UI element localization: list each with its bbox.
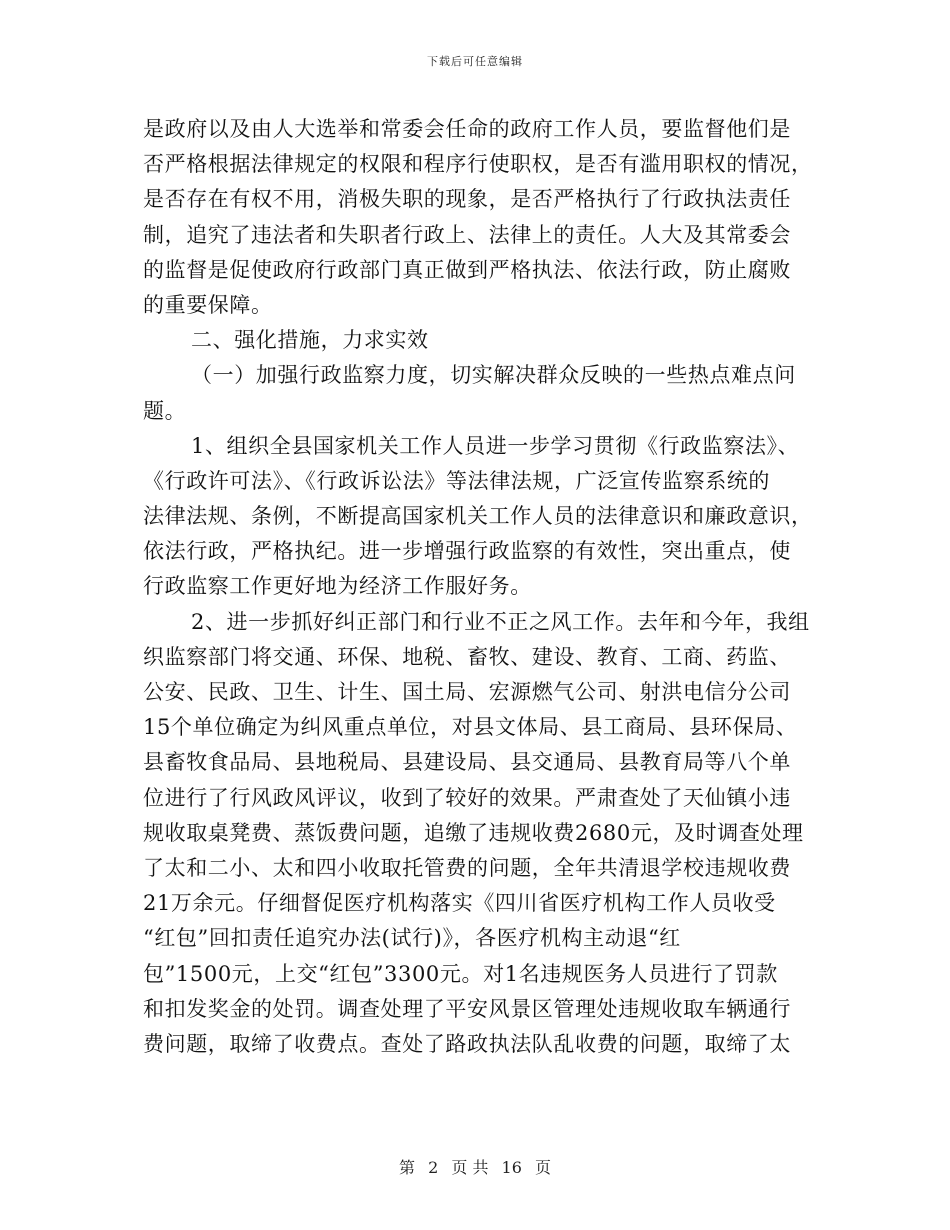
text-line: 是政府以及由人大选举和常委会任命的政府工作人员，要监督他们是 [143,117,791,141]
document-body [143,112,823,1062]
total-page-count: 16 [501,1158,522,1177]
text-line: 位进行了行风政风评议，收到了较好的效果。严肃查处了天仙镇小违 [143,785,791,810]
text-line: 县畜牧食品局、县地税局、县建设局、县交通局、县教育局等八个单 [143,750,791,775]
paragraph-start: 2、进一步抓好纠正部门和行业不正之风工作。去年和今年，我组 [191,609,810,634]
text-line: 行政监察工作更好地为经济工作服好务。 [143,574,532,599]
text-line: 依法行政，严格执纪。进一步增强行政监察的有效性，突出重点，使 [143,539,791,564]
text-line: 15个单位确定为纠风重点单位，对县文体局、县工商局、县环保局、 [143,715,798,740]
text-line: 规收取桌凳费、蒸饭费问题，追缴了违规收费2680元，及时调查处理 [143,820,804,845]
footer-prefix: 第 [398,1158,415,1177]
text-line: 织监察部门将交通、环保、地税、畜牧、建设、教育、工商、药监、 [143,644,791,669]
page-header: 下载后可任意编辑 [427,55,523,68]
text-line: 法律法规、条例，不断提高国家机关工作人员的法律意识和廉政意识， [143,504,813,529]
page-footer [0,1155,950,1178]
text-line: 公安、民政、卫生、计生、国土局、宏源燃气公司、射洪电信分公司 [143,680,791,704]
text-line: 否严格根据法律规定的权限和程序行使职权，是否有滥用职权的情况， [143,152,813,177]
footer-suffix: 页 [535,1158,552,1177]
section-heading: 二、强化措施，力求实效 [191,328,429,353]
subsection-heading: （一）加强行政监察力度，切实解决群众反映的一些热点难点问 [191,363,796,388]
text-line: 包”1500元，上交“红包”3300元。对1名违规医务人员进行了罚款 [143,961,778,986]
text-line: 和扣发奖金的处罚。调查处理了平安风景区管理处违规收取车辆通行 [143,996,791,1021]
text-line: 的监督是促使政府行政部门真正做到严格执法、依法行政，防止腐败 [143,257,791,282]
text-line: 21万余元。仔细督促医疗机构落实《四川省医疗机构工作人员收受 [143,891,776,916]
current-page-number: 2 [428,1158,439,1177]
text-line: 《行政许可法》、《行政诉讼法》等法律法规，广泛宣传监察系统的 [143,468,770,493]
paragraph-start: 1、组织全县国家机关工作人员进一步学习贯彻《行政监察法》、 [191,433,800,458]
text-line: 的重要保障。 [143,292,273,317]
text-line: 题。 [143,398,187,423]
text-line: “红包”回扣责任追究办法(试行)》，各医疗机构主动退“红 [143,926,681,951]
footer-middle: 页 共 [451,1158,489,1177]
text-line: 了太和二小、太和四小收取托管费的问题，全年共清退学校违规收费 [143,855,791,880]
text-line: 制，追究了违法者和失职者行政上、法律上的责任。人大及其常委会 [143,222,791,247]
text-line: 是否存在有权不用，消极失职的现象，是否严格执行了行政执法责任 [143,187,791,212]
text-line: 费问题，取缔了收费点。查处了路政执法队乱收费的问题，取缔了太 [143,1031,791,1056]
